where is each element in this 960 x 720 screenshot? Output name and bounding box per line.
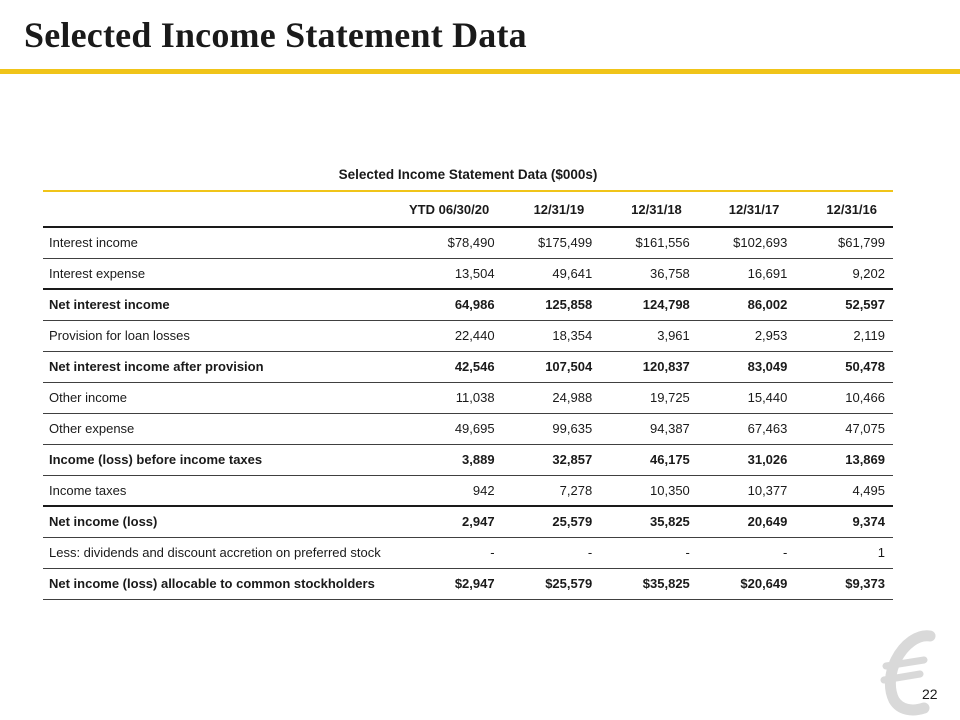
row-value: 47,075	[795, 413, 893, 444]
row-label: Net income (loss)	[43, 506, 405, 537]
table-caption: Selected Income Statement Data ($000s)	[43, 160, 893, 192]
page-number: 22	[922, 686, 938, 702]
table-row	[43, 444, 893, 475]
income-statement-table	[43, 192, 893, 600]
column-header: 12/31/17	[698, 192, 796, 227]
row-value: 19,725	[600, 382, 698, 413]
row-value: 10,466	[795, 382, 893, 413]
row-value: 3,961	[600, 320, 698, 351]
title-underline	[0, 69, 960, 74]
row-value: 64,986	[405, 289, 503, 320]
row-value: $9,373	[795, 568, 893, 599]
table-row	[43, 382, 893, 413]
row-value: -	[503, 537, 601, 568]
row-value: 99,635	[503, 413, 601, 444]
row-value: 7,278	[503, 475, 601, 506]
table-row	[43, 258, 893, 289]
row-value: 942	[405, 475, 503, 506]
row-value: $161,556	[600, 227, 698, 258]
row-label: Less: dividends and discount accretion on preferred stock	[43, 537, 405, 568]
row-value: 16,691	[698, 258, 796, 289]
row-value: $102,693	[698, 227, 796, 258]
row-value: 11,038	[405, 382, 503, 413]
table-row	[43, 320, 893, 351]
row-value: 86,002	[698, 289, 796, 320]
column-header: 12/31/18	[600, 192, 698, 227]
row-value: -	[600, 537, 698, 568]
row-label: Interest expense	[43, 258, 405, 289]
row-value: 24,988	[503, 382, 601, 413]
row-value: 4,495	[795, 475, 893, 506]
euro-style-logo-icon	[880, 630, 940, 716]
row-value: 18,354	[503, 320, 601, 351]
row-value: 36,758	[600, 258, 698, 289]
row-value: 49,695	[405, 413, 503, 444]
row-value: 31,026	[698, 444, 796, 475]
row-label: Other expense	[43, 413, 405, 444]
row-label: Income taxes	[43, 475, 405, 506]
row-label: Net income (loss) allocable to common stockholders	[43, 568, 405, 599]
table-row	[43, 351, 893, 382]
row-value: 42,546	[405, 351, 503, 382]
row-value: 67,463	[698, 413, 796, 444]
row-value: 124,798	[600, 289, 698, 320]
column-header: 12/31/19	[503, 192, 601, 227]
column-header: YTD 06/30/20	[405, 192, 503, 227]
row-value: 94,387	[600, 413, 698, 444]
table-row	[43, 413, 893, 444]
header-label-cell	[43, 192, 405, 227]
table-row	[43, 568, 893, 599]
row-value: 20,649	[698, 506, 796, 537]
table-body	[43, 227, 893, 599]
table-row	[43, 227, 893, 258]
row-value: 125,858	[503, 289, 601, 320]
table-row	[43, 506, 893, 537]
row-label: Provision for loan losses	[43, 320, 405, 351]
row-value: $2,947	[405, 568, 503, 599]
row-value: 83,049	[698, 351, 796, 382]
table-row	[43, 537, 893, 568]
table-header-row	[43, 192, 893, 227]
table-row	[43, 475, 893, 506]
column-header: 12/31/16	[795, 192, 893, 227]
row-value: -	[405, 537, 503, 568]
row-value: -	[698, 537, 796, 568]
row-value: $25,579	[503, 568, 601, 599]
row-value: 52,597	[795, 289, 893, 320]
row-value: 49,641	[503, 258, 601, 289]
row-label: Net interest income	[43, 289, 405, 320]
row-label: Other income	[43, 382, 405, 413]
row-value: 2,947	[405, 506, 503, 537]
row-label: Net interest income after provision	[43, 351, 405, 382]
row-label: Income (loss) before income taxes	[43, 444, 405, 475]
row-value: 9,374	[795, 506, 893, 537]
row-value: 2,119	[795, 320, 893, 351]
row-value: 120,837	[600, 351, 698, 382]
row-value: 35,825	[600, 506, 698, 537]
row-value: 1	[795, 537, 893, 568]
slide-title: Selected Income Statement Data	[24, 15, 527, 55]
row-value: $61,799	[795, 227, 893, 258]
row-value: 15,440	[698, 382, 796, 413]
row-value: 50,478	[795, 351, 893, 382]
row-value: 46,175	[600, 444, 698, 475]
row-value: $35,825	[600, 568, 698, 599]
row-value: 32,857	[503, 444, 601, 475]
income-statement-table-container	[43, 160, 893, 600]
row-value: 25,579	[503, 506, 601, 537]
row-value: 9,202	[795, 258, 893, 289]
row-value: $175,499	[503, 227, 601, 258]
row-value: 22,440	[405, 320, 503, 351]
table-row	[43, 289, 893, 320]
row-value: $20,649	[698, 568, 796, 599]
row-value: 3,889	[405, 444, 503, 475]
row-label: Interest income	[43, 227, 405, 258]
row-value: $78,490	[405, 227, 503, 258]
row-value: 10,377	[698, 475, 796, 506]
row-value: 10,350	[600, 475, 698, 506]
row-value: 2,953	[698, 320, 796, 351]
row-value: 13,869	[795, 444, 893, 475]
row-value: 13,504	[405, 258, 503, 289]
row-value: 107,504	[503, 351, 601, 382]
